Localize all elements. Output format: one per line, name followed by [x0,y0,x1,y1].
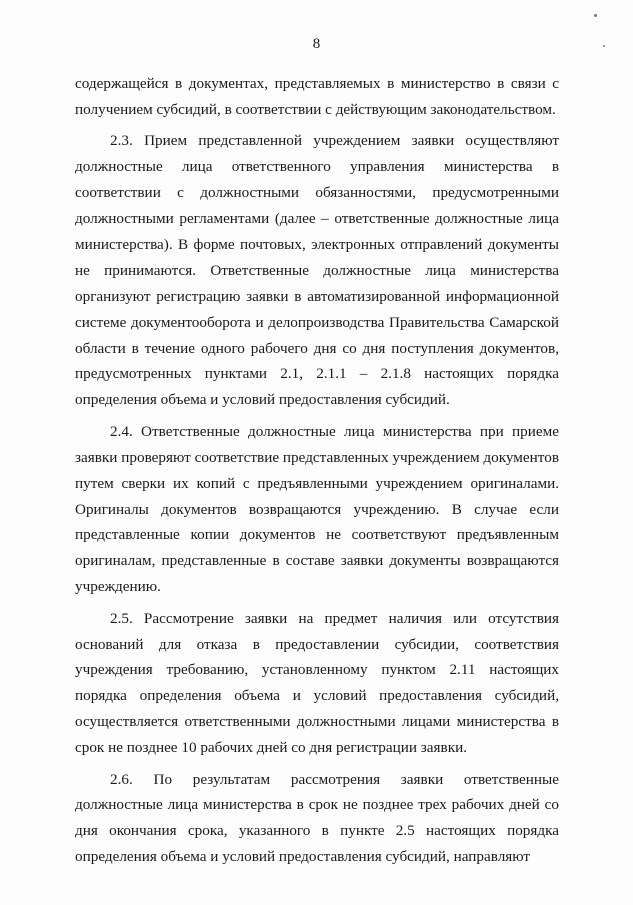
paragraph-continuation: содержащейся в документах, представляемых в министерство в связи с получением субсидий, в соответствии с действующим законодательством. [75,75,559,118]
page-number: 8 [312,36,321,52]
scan-speck [603,45,605,47]
document-body [75,71,559,876]
scan-speck [594,14,597,17]
paragraph-2-4: 2.4. Ответственные должностные лица министерства при приеме заявки проверяют соответствие представленных учреждением документов путем сверки их копий с предъявленными учреждением оригиналами. Оригиналы документов возвращаются учреждению. В случае если представленные копии документов не соответствуют предъявленным оригиналам, представленные в составе заявки документы возвращаются учреждению. [75,422,559,596]
paragraph-2-6: 2.6. По результатам рассмотрения заявки ответственные должностные лица министерства в срок не позднее трех рабочих дней со дня окончания срока, указанного в пункте 2.5 настоящих порядка определения объема и условий предоставления субсидий, направляют [75,770,559,866]
paragraph-2-3: 2.3. Прием представленной учреждением заявки осуществляют должностные лица ответственного управления министерства в соответствии с должностными обязанностями, предусмотренными должностными регламентами (далее – ответственные должностные лица министерства). В форме почтовых, электронных отправлений документы не принимаются. Ответственные должностные лица министерства организуют регистрацию заявки в автоматизированной информационной системе документооборота и делопроизводства Правительства Самарской области в течение одного рабочего дня со дня поступления документов, предусмотренных пунктами 2.1, 2.1.1 – 2.1.8 настоящих порядка определения объема и условий предоставления субсидий. [75,132,559,409]
paragraph-2-5: 2.5. Рассмотрение заявки на предмет наличия или отсутствия оснований для отказа в предоставлении субсидии, соответствия учреждения требованию, установленному пунктом 2.11 настоящих порядка определения объема и условий предоставления субсидий, осуществляется ответственными должностными лицами министерства в срок не позднее 10 рабочих дней со дня регистрации заявки. [75,609,559,757]
